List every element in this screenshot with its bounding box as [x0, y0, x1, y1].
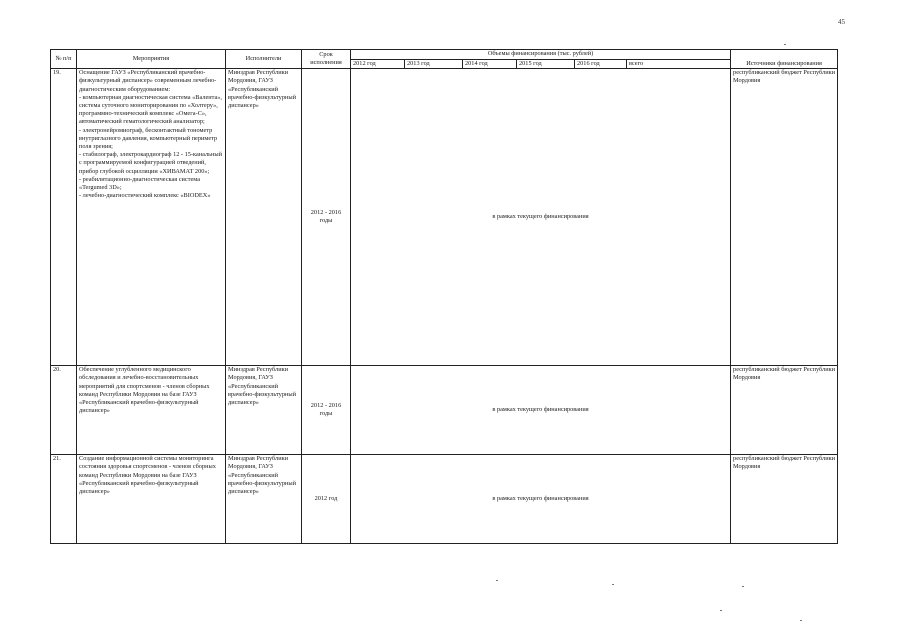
table-row — [51, 69, 838, 366]
scan-speck — [800, 620, 802, 621]
header-executors: Исполнители — [226, 50, 302, 69]
activity-cell — [77, 69, 226, 366]
activity-cell: Создание информационной системы мониторинга состояния здоровья спортсменов - членов сборных команд Республики Мордовия на базе ГАУЗ «Республиканский врачебно-физкультурный диспансер» — [77, 455, 226, 544]
page-number: 45 — [838, 18, 845, 26]
header-year-2016: 2016 год — [575, 60, 627, 69]
header-activity: Мероприятия — [77, 50, 226, 69]
term-cell: 2012 - 2016 годы — [302, 366, 351, 455]
scan-speck — [496, 580, 498, 581]
activity-cell: Обеспечение углубленного медицинского обследования и лечебно-восстановительных мероприятий для спортсменов - членов сборных команд Республики Мордовия на базе ГАУЗ «Республиканский врачебно-физкультурный диспансер» — [77, 366, 226, 455]
header-sources: Источники финансирования — [731, 50, 838, 69]
source-cell: республиканский бюджет Республики Мордовия — [731, 69, 838, 366]
row-number: 19. — [51, 69, 77, 366]
source-cell: республиканский бюджет Республики Мордовия — [731, 455, 838, 544]
row-number: 21. — [51, 455, 77, 544]
header-year-2013: 2013 год — [405, 60, 463, 69]
header-year-2012: 2012 год — [351, 60, 405, 69]
activity-list-item: - реабилитационно-диагностическая система «Tergumed 3D»; — [79, 175, 200, 192]
header-funding: Объемы финансирования (тыс. рублей) — [351, 50, 731, 60]
executors-cell: Минздрав Республики Мордовия, ГАУЗ «Республиканский врачебно-физкультурный диспансер» — [226, 366, 302, 455]
funding-cell: в рамках текущего финансирования — [351, 69, 731, 366]
scan-speck — [612, 584, 614, 585]
term-cell: 2012 год — [302, 455, 351, 544]
header-year-2014: 2014 год — [463, 60, 517, 69]
header-total: всего — [627, 60, 731, 69]
activity-list-item: - электронейромиограф, бесконтактный тонометр внутриглазного давления, компьютерный периметр поля зрения; — [79, 126, 218, 151]
funding-cell: в рамках текущего финансирования — [351, 455, 731, 544]
activity-list-item: - компьютерная диагностическая система «Валента», система суточного мониторирования по «Холтеру», программно-технический комплекс «Омега-С», автоматический гематологический анализатор; — [79, 93, 222, 126]
table-row — [51, 366, 838, 455]
executors-cell: Минздрав Республики Мордовия, ГАУЗ «Республиканский врачебно-физкультурный диспансер» — [226, 69, 302, 366]
header-row — [51, 50, 838, 60]
funding-cell: в рамках текущего финансирования — [351, 366, 731, 455]
program-activities-table — [50, 49, 838, 544]
activity-list-item: - лечебно-диагностический комплекс «BIODEX» — [79, 192, 211, 200]
source-cell: республиканский бюджет Республики Мордовия — [731, 366, 838, 455]
header-number: № п/п — [51, 50, 77, 69]
activity-list-item: - стабилограф, электрокардиограф 12 - 15-канальный с программируемой конфигурацией отведений, прибор глубокой осцилляции «ХИВАМАТ 200»; — [79, 151, 222, 175]
executors-cell: Минздрав Республики Мордовия, ГАУЗ «Республиканский врачебно-физкультурный диспансер» — [226, 455, 302, 544]
term-cell: 2012 - 2016 годы — [302, 69, 351, 366]
scan-speck — [784, 44, 786, 45]
table-row — [51, 455, 838, 544]
row-number: 20. — [51, 366, 77, 455]
scan-speck — [720, 610, 722, 611]
header-term: Срок исполнения — [302, 50, 351, 69]
header-year-2015: 2015 год — [517, 60, 575, 69]
activity-intro: Оснащение ГАУЗ «Республиканский врачебно-физкультурный диспансер» современным лечебно-диагностическим оборудованием: — [79, 69, 217, 93]
scan-speck — [742, 586, 744, 587]
